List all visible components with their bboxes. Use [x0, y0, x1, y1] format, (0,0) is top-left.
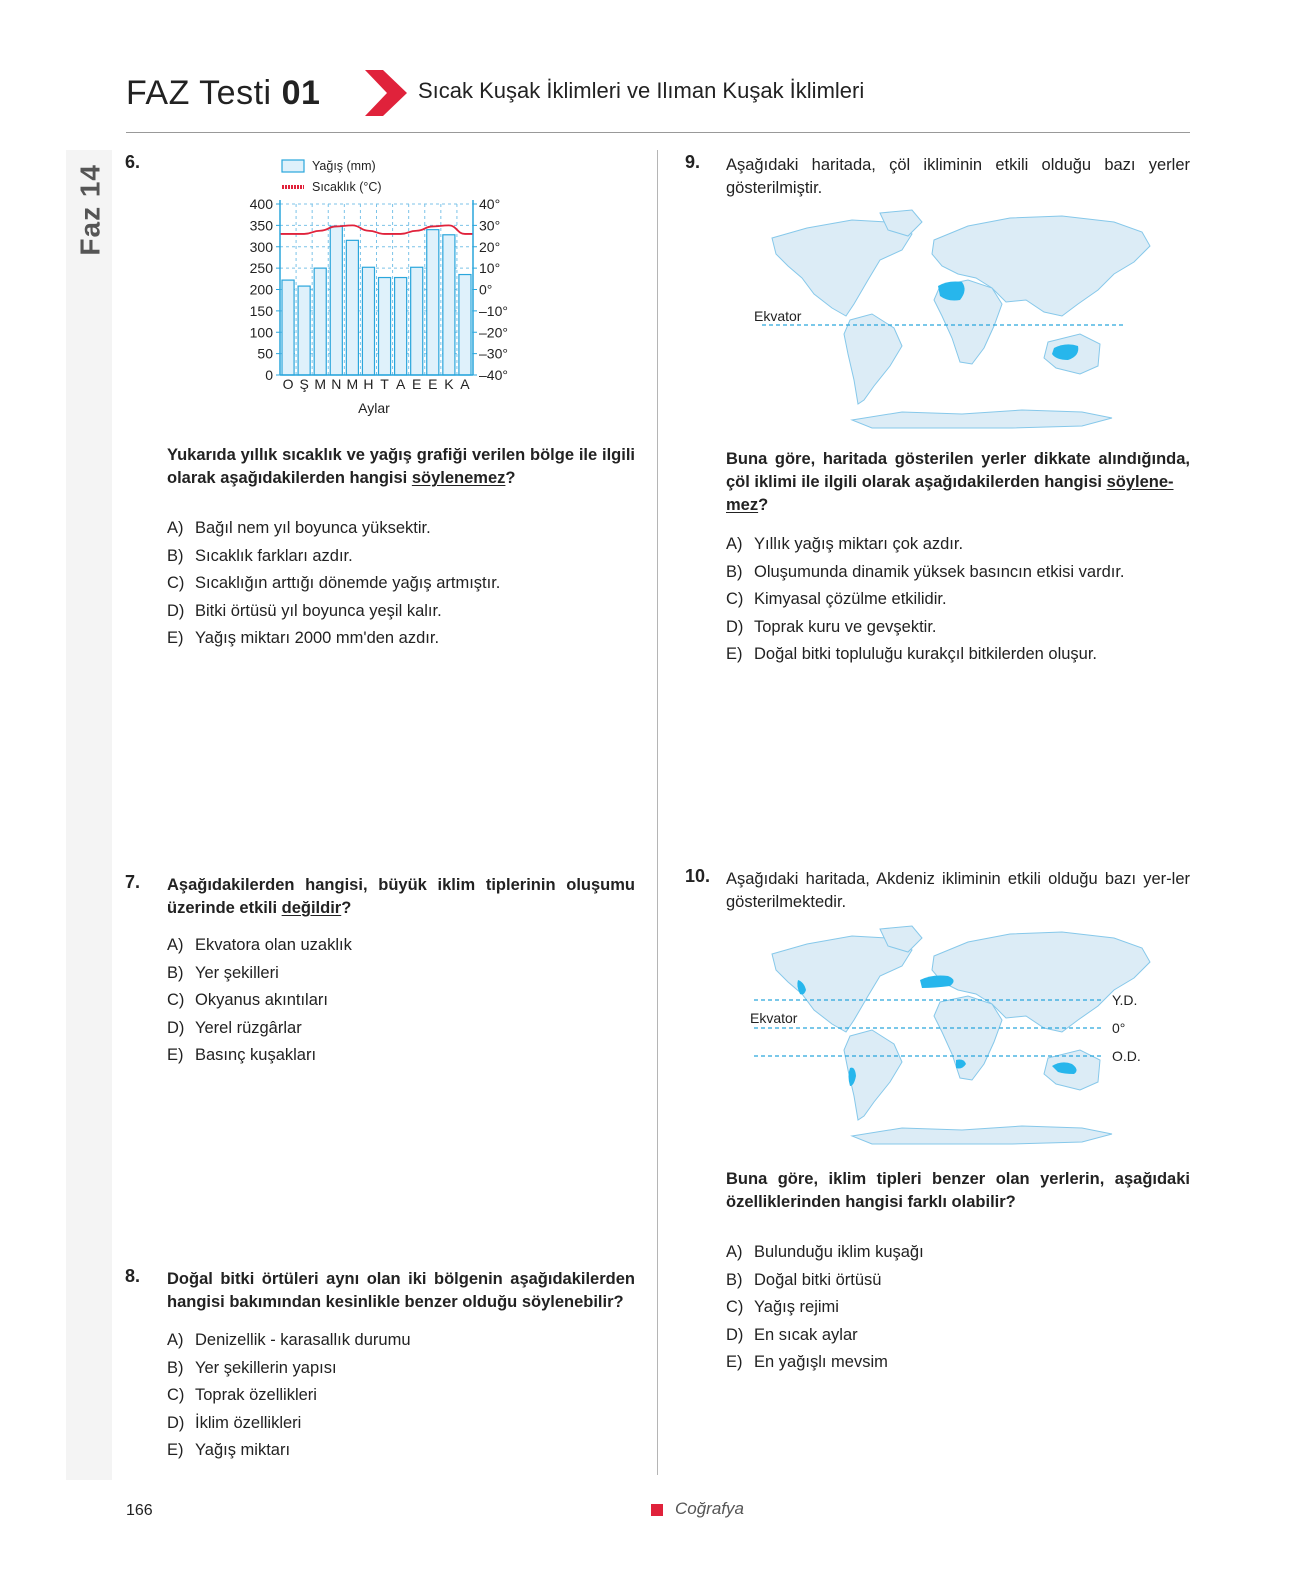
y-tick-label-right: –20° [479, 324, 508, 341]
y-tick-label-left: 100 [249, 324, 273, 341]
option-a[interactable]: A) Ekvatora olan uzaklık [167, 936, 352, 954]
legend-label-temp: Sıcaklık (°C) [312, 180, 382, 194]
precip-bar [282, 280, 294, 375]
south-america-shape [844, 314, 902, 404]
x-tick-label: E [412, 376, 422, 392]
x-tick-label: A [460, 376, 470, 392]
question-8-stem: Doğal bitki örtüleri aynı olan iki bölgenin aşağıdakilerden hangisi bakımından kesinlikle benzer olduğu söylenebilir? [167, 1270, 635, 1311]
page-number: 166 [126, 1502, 153, 1519]
question-8-options [167, 1327, 637, 1465]
option-b[interactable]: B) Yer şekillerin yapısı [167, 1358, 337, 1377]
question-6-options [167, 515, 637, 653]
question-10-stem: Buna göre, iklim tipleri benzer olan yerlerin, aşağıdaki özelliklerinden hangisi farklı olabilir? [726, 1170, 1190, 1211]
legend-swatch-precip [282, 160, 304, 172]
option-b[interactable]: B) Oluşumunda dinamik yüksek basıncın etkisi vardır. [726, 562, 1125, 581]
legend-label-precip: Yağış (mm) [312, 159, 376, 173]
precip-bar [314, 268, 326, 375]
question-7-options [167, 932, 637, 1070]
question-9-intro: Aşağıdaki haritada, çöl ikliminin etkili olduğu bazı yerler gösterilmiştir. [726, 156, 1190, 197]
faz-logo-icon [62, 150, 118, 260]
chevron-right-icon [365, 70, 407, 116]
question-6-stem: Yukarıda yıllık sıcaklık ve yağış grafiği verilen bölge ile ilgili olarak aşağıdakilerden hangisi söylenemez? [167, 446, 635, 487]
equator-label: Ekvator [754, 308, 802, 324]
question-10-options [726, 1239, 1196, 1377]
subject-marker-icon [651, 1504, 663, 1516]
equator-label: Ekvator [750, 1010, 798, 1026]
question-number-10: 10. [685, 866, 711, 886]
y-tick-label-right: 40° [479, 196, 501, 212]
question-10-intro: Aşağıdaki haritada, Akdeniz ikliminin etkili olduğu bazı yer-ler gösterilmektedir. [726, 870, 1190, 911]
x-tick-label: K [444, 376, 454, 392]
option-d[interactable]: D) Toprak kuru ve gevşektir. [726, 617, 937, 636]
y-tick-label-left: 200 [249, 281, 273, 298]
option-e[interactable]: E) En yağışlı mevsim [726, 1353, 888, 1371]
precip-bar [427, 230, 439, 375]
option-d[interactable]: D) İklim özellikleri [167, 1413, 302, 1432]
x-tick-label: E [428, 376, 438, 392]
y-tick-label-right: 30° [479, 217, 501, 234]
option-c[interactable]: C) Okyanus akıntıları [167, 991, 328, 1009]
option-e[interactable]: E) Yağış miktarı 2000 mm'den azdır. [167, 629, 440, 647]
y-tick-label-left: 150 [249, 302, 273, 319]
y-tick-label-left: 50 [257, 345, 273, 362]
option-c[interactable]: C) Yağış rejimi [726, 1298, 839, 1316]
mediterranean-highlight-mediterranean-basin [920, 976, 954, 989]
antarctica-shape [852, 1126, 1112, 1144]
option-a[interactable]: A) Denizellik - karasallık durumu [167, 1331, 411, 1349]
africa-shape [934, 996, 1002, 1080]
y-tick-label-left: 350 [249, 217, 273, 234]
subject-label: Coğrafya [675, 1499, 744, 1518]
option-b[interactable]: B) Yer şekilleri [167, 963, 279, 982]
y-tick-label-right: 0° [479, 281, 493, 298]
option-a[interactable]: A) Yıllık yağış miktarı çok azdır. [726, 535, 964, 553]
x-tick-label: T [380, 376, 389, 392]
y-tick-label-right: –40° [479, 367, 508, 383]
option-d[interactable]: D) Bitki örtüsü yıl boyunca yeşil kalır. [167, 601, 442, 620]
y-tick-label-right: –10° [479, 302, 508, 319]
y-tick-label-right: 10° [479, 260, 501, 277]
precip-bar [346, 240, 358, 375]
question-9-options [726, 531, 1196, 669]
y-tick-label-left: 250 [249, 260, 273, 277]
option-e[interactable]: E) Basınç kuşakları [167, 1046, 317, 1064]
y-tick-label-left: 400 [249, 196, 273, 212]
chart-legend [282, 159, 382, 194]
precip-bar [379, 278, 391, 375]
option-e[interactable]: E) Doğal bitki topluluğu kurakçıl bitkilerden oluşur. [726, 645, 1098, 663]
question-number-8: 8. [125, 1266, 141, 1286]
test-title-text: FAZ Testi [126, 74, 272, 112]
x-axis-label: Aylar [358, 400, 390, 416]
option-c[interactable]: C) Sıcaklığın arttığı dönemde yağış artmıştır. [167, 574, 501, 592]
option-a[interactable]: A) Bağıl nem yıl boyunca yüksektir. [167, 519, 431, 537]
question-number-7: 7. [125, 872, 141, 892]
option-c[interactable]: C) Toprak özellikleri [167, 1386, 317, 1404]
stem-emphasis: söylene- [1106, 473, 1174, 491]
y-tick-label-left: 300 [249, 238, 273, 255]
question-number-9: 9. [685, 152, 701, 172]
precip-bar [298, 286, 310, 375]
equator-degree-label: 0° [1112, 1020, 1126, 1036]
option-d[interactable]: D) En sıcak aylar [726, 1325, 858, 1344]
question-7-stem: Aşağıdakilerden hangisi, büyük iklim tiplerinin oluşumu üzerinde etkili değildir? [167, 876, 635, 917]
test-number: 01 [281, 74, 321, 112]
option-d[interactable]: D) Yerel rüzgârlar [167, 1018, 302, 1037]
column-divider [657, 150, 658, 1475]
x-tick-label: M [346, 376, 359, 392]
world-map-mediterranean [750, 924, 1162, 1154]
antarctica-shape [852, 410, 1112, 428]
precip-bar [443, 235, 455, 375]
tropic-cancer-label: Y.D. [1112, 992, 1138, 1008]
option-a[interactable]: A) Bulunduğu iklim kuşağı [726, 1243, 924, 1261]
y-tick-label-right: 20° [479, 238, 501, 255]
world-map-desert [754, 208, 1162, 438]
option-c[interactable]: C) Kimyasal çözülme etkilidir. [726, 590, 947, 608]
stem-emphasis: değildir [281, 899, 342, 917]
climate-chart [240, 155, 540, 425]
x-tick-label: Ş [299, 376, 309, 392]
y-tick-label-right: –30° [479, 345, 508, 362]
y-tick-label-left: 0 [265, 367, 273, 383]
x-tick-label: N [331, 376, 342, 392]
precip-bar [330, 226, 342, 375]
x-tick-label: M [314, 376, 327, 392]
x-tick-label: H [363, 376, 374, 392]
test-subtitle: Sıcak Kuşak İklimleri ve Ilıman Kuşak İklimleri [418, 78, 865, 103]
header-divider [126, 132, 1190, 133]
side-label-text: Faz 14 [74, 164, 106, 256]
precip-bar [362, 267, 374, 375]
option-b[interactable]: B) Sıcaklık farkları azdır. [167, 546, 353, 565]
stem-emphasis: söylenemez [411, 469, 506, 487]
tropic-capricorn-label: O.D. [1112, 1048, 1141, 1064]
side-strip [66, 150, 112, 1480]
precip-bar [395, 278, 407, 375]
option-e[interactable]: E) Yağış miktarı [167, 1441, 291, 1459]
x-tick-label: A [395, 376, 406, 392]
precip-bar [459, 275, 471, 375]
question-number-6: 6. [125, 152, 141, 172]
north-america-shape [772, 220, 912, 316]
question-9-stem: Buna göre, haritada gösterilen yerler dikkate alındığında, çöl iklimi ile ilgili olarak aşağıdakilerden hangisi söylene- mez? [726, 450, 1190, 514]
stem-emphasis-cont: mez [726, 496, 759, 514]
precip-bar [411, 267, 423, 375]
x-tick-label: O [282, 376, 294, 392]
option-b[interactable]: B) Doğal bitki örtüsü [726, 1270, 882, 1289]
test-title [126, 74, 320, 113]
